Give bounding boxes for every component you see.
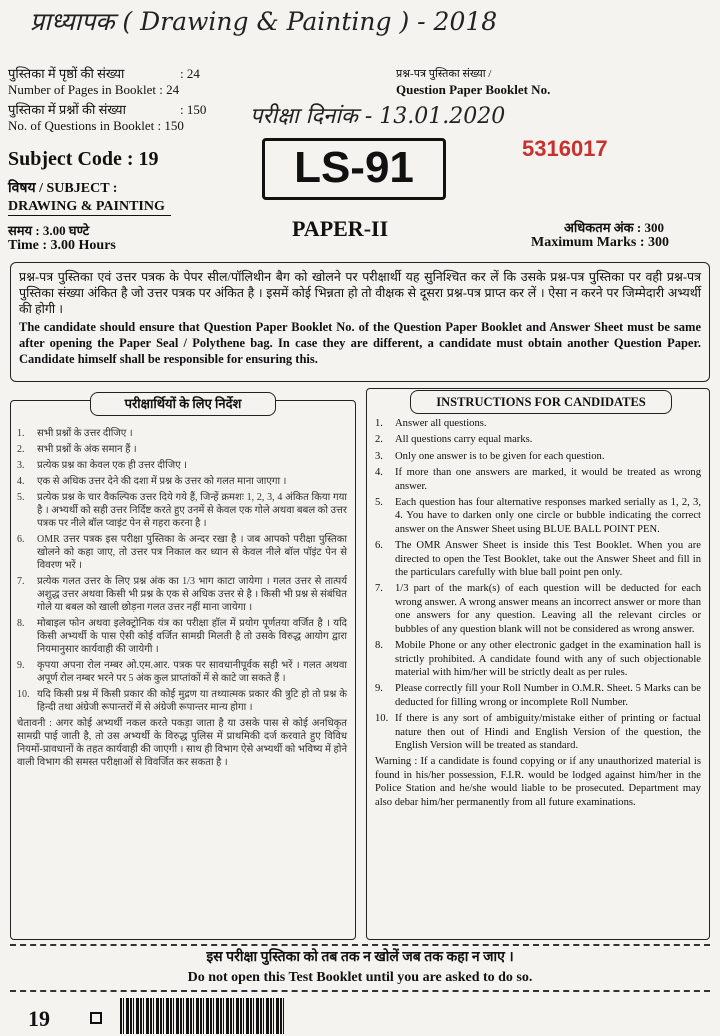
- instruction-en-item-number: 2.: [375, 434, 383, 446]
- pages-value-hi: : 24: [180, 66, 200, 81]
- instructions-english-box: [366, 388, 710, 940]
- instruction-en-item: [375, 639, 701, 679]
- handwritten-exam-date: परीक्षा दिनांक - 13.01.2020: [250, 104, 506, 129]
- instruction-en-item: [375, 450, 701, 463]
- instruction-hi-item: [17, 617, 347, 656]
- instruction-hi-item-text: यदि किसी प्रश्न में किसी प्रकार की कोई मुद्रण या तथ्यात्मक प्रकार की त्रुटि हो तो प्रश्न के हिन्दी तथा अंग्रेजी रूपान्तरों में से अंग्रेजी रूपान्तर मान्य होगा ।: [37, 689, 347, 713]
- instruction-en-item-number: 3.: [375, 450, 383, 462]
- instruction-en-item-number: 1.: [375, 418, 383, 429]
- instruction-hi-item-number: 2.: [17, 444, 25, 455]
- bottom-notice-hi: इस परीक्षा पुस्तिका को तब तक न खोलें जब तक कहा न जाए ।: [206, 950, 514, 965]
- max-marks-en: Maximum Marks : 300: [531, 235, 670, 250]
- instruction-en-item-text: If there is any sort of ambiguity/mistake either of printing or factual nature then out of Hindi and English Version of the question, the English Version will be treated as standard.: [395, 713, 701, 751]
- barcode: [120, 998, 286, 1034]
- questions-value-hi: : 150: [180, 102, 207, 117]
- qp-no-label-hi: प्रश्न-पत्र पुस्तिका संख्या /: [396, 68, 492, 80]
- instruction-hi-item-text: प्रत्येक गलत उत्तर के लिए प्रश्न अंक का 1/3 भाग काटा जायेगा । गलत उत्तर से तात्पर्य अशुद्ध उत्तर अथवा किसी भी प्रश्न के एक से अधिक उत्तर से है । किसी भी प्रश्न से संबंधित गोले या बबल को खाली छोड़ना गलत उत्तर नहीं माना जायेगा ।: [37, 576, 347, 613]
- instruction-en-item-text: Each question has four alternative responses marked serially as 1, 2, 3, 4. You have to darken only one circle or bubble indicating the correct answer on the Answer Sheet using BLUE BALL POINT PEN.: [395, 497, 701, 535]
- instruction-en-item: [375, 496, 701, 536]
- instruction-en-item: [375, 582, 701, 636]
- bottom-notice-en: Do not open this Test Booklet until you are asked to do so.: [187, 970, 533, 985]
- time-hi: समय : 3.00 घण्टे: [8, 223, 90, 238]
- instruction-hi-item: [17, 659, 347, 685]
- instruction-en-item-number: 5.: [375, 497, 383, 509]
- instructions-hindi-list: [17, 427, 347, 714]
- instruction-en-item-number: 4.: [375, 467, 383, 479]
- instruction-hi-item: [17, 427, 347, 440]
- instruction-hi-item-number: 10.: [17, 689, 30, 700]
- instruction-en-item-number: 7.: [375, 583, 383, 595]
- max-marks-hi: अधिकतम अंक : 300: [564, 220, 664, 235]
- instruction-hi-item: [17, 459, 347, 472]
- instruction-hi-item: [17, 443, 347, 456]
- instruction-en-item-number: 6.: [375, 540, 383, 552]
- paper-code-box: LS-91: [262, 138, 446, 200]
- instruction-hi-item: [17, 533, 347, 572]
- instruction-hi-item-text: कृपया अपना रोल नम्बर ओ.एम.आर. पत्रक पर सावधानीपूर्वक सही भरें । गलत अथवा अपूर्ण रोल नम्बर भरने पर 5 अंक कुल प्राप्तांकों में से काटे जा सकते हैं ।: [37, 660, 347, 684]
- instruction-hi-item-number: 8.: [17, 618, 25, 629]
- instruction-hi-item: [17, 575, 347, 614]
- handwritten-title: प्राध्यापक ( Drawing & Painting ) - 2018: [30, 7, 498, 36]
- notice-text-en: The candidate should ensure that Question Paper Booklet No. of the Question Paper Booklet and Answer Sheet must be same after opening the Paper Seal / Polythene bag. In case they are different, a candidate must obtain another Question Paper. Candidate himself shall be responsible for ensuring this.: [19, 320, 701, 366]
- pages-label-en: Number of Pages in Booklet : 24: [8, 82, 180, 97]
- booklet-info: [8, 66, 228, 134]
- subject-name: DRAWING & PAINTING: [8, 199, 171, 216]
- instruction-en-item-text: Mobile Phone or any other electronic gadget in the examination hall is strictly prohibited. A candidate found with any of such objectionable material with him/her will be strictly dealt as per rules.: [395, 640, 701, 678]
- instruction-en-item-text: 1/3 part of the mark(s) of each question will be deducted for each wrong answer. A wrong answer means an incorrect answer or more than one answers for any question. Leaving all the relevant circles or bubbles of any question blank will not be considered as wrong answer.: [395, 583, 701, 635]
- instruction-en-item-text: Only one answer is to be given for each question.: [395, 450, 605, 462]
- instruction-en-item: [375, 417, 701, 430]
- instruction-en-item: [375, 466, 701, 493]
- instruction-en-item: [375, 682, 701, 709]
- instructions-hindi-heading: परीक्षार्थियों के लिए निर्देश: [90, 392, 276, 416]
- instruction-hi-item-text: मोबाइल फोन अथवा इलेक्ट्रोनिक यंत्र का परीक्षा हॉल में प्रयोग पूर्णतया वर्जित है । यदि किसी अभ्यर्थी के पास ऐसी कोई वर्जित सामग्री मिलती है तो उसके विरुद्ध आयोग द्वारा नियमानुसार कार्यवाही की जायेगी ।: [37, 618, 347, 655]
- instruction-en-item: [375, 539, 701, 579]
- instruction-hi-item-text: सभी प्रश्नों के उत्तर दीजिए ।: [37, 428, 133, 439]
- instruction-hi-item-text: प्रत्येक प्रश्न का केवल एक ही उत्तर दीजिए ।: [37, 460, 187, 471]
- instructions-english-heading: INSTRUCTIONS FOR CANDIDATES: [410, 390, 672, 414]
- footer-square-icon: [90, 1012, 102, 1024]
- question-paper-no: [396, 66, 550, 98]
- instruction-hi-item-text: प्रत्येक प्रश्न के चार वैकल्पिक उत्तर दिये गये हैं, जिन्हें क्रमशः 1, 2, 3, 4 अंकित किया गया है । अभ्यर्थी को सही उत्तर निर्दिष्ट करते हुए उनमें से केवल एक गोले अथवा बबल को उत्तर पत्रक पर नीले बॉल प्वाइंट पेन से गहरा करना है ।: [37, 492, 347, 529]
- instruction-en-item-text: Answer all questions.: [395, 418, 487, 429]
- instruction-en-item-text: Please correctly fill your Roll Number in O.M.R. Sheet. 5 Marks can be deducted for filling wrong or incomplete Roll Number.: [395, 683, 701, 708]
- footer-code: 19: [28, 1006, 50, 1031]
- questions-label-hi: पुस्तिका में प्रश्नों की संख्या: [8, 102, 126, 117]
- bottom-notice: [10, 944, 710, 992]
- instruction-hi-item-number: 4.: [17, 476, 25, 487]
- warning-english: Warning : If a candidate is found copying or if any unauthorized material is found in his/her possession, F.I.R. would be lodged against him/her in the Police Station and he/she would liable to be prosecuted. Department may also debar him/her permanently from all future examinations.: [375, 756, 701, 808]
- instruction-hi-item-number: 6.: [17, 534, 25, 545]
- instruction-hi-item: [17, 688, 347, 714]
- instruction-en-item-text: The OMR Answer Sheet is inside this Test Booklet. When you are directed to open the Test Booklet, take out the Answer Sheet and fill in the particulars carefully with blue ball point pen only.: [395, 540, 701, 579]
- instruction-hi-item: [17, 491, 347, 530]
- time-en: Time : 3.00 Hours: [8, 238, 116, 253]
- subject-label: विषय / SUBJECT :: [8, 181, 118, 196]
- instruction-en-item-text: If more than one answers are marked, it would be treated as wrong answer.: [395, 467, 701, 492]
- instructions-english-list: [375, 417, 701, 752]
- instruction-hi-item: [17, 475, 347, 488]
- instruction-en-item-number: 10.: [375, 713, 389, 725]
- instruction-en-item-text: All questions carry equal marks.: [395, 434, 533, 446]
- instruction-hi-item-number: 1.: [17, 428, 25, 439]
- instruction-en-item-number: 9.: [375, 683, 383, 695]
- notice-box: [10, 262, 710, 382]
- instruction-en-item: [375, 712, 701, 752]
- questions-label-en: No. of Questions in Booklet : 150: [8, 118, 184, 133]
- instruction-en-item: [375, 433, 701, 446]
- instruction-hi-item-number: 7.: [17, 576, 25, 587]
- instruction-hi-item-number: 5.: [17, 492, 25, 503]
- instruction-en-item-number: 8.: [375, 640, 383, 652]
- notice-text-hi: प्रश्न-पत्र पुस्तिका एवं उत्तर पत्रक के पेपर सील/पॉलिथीन बैग को खोलने पर परीक्षार्थी यह सुनिश्चित कर लें कि उसके प्रश्न-पत्र पुस्तिका पर वही प्रश्न-पत्र पुस्तिका संख्या अंकित है जो उत्तर पत्रक पर अंकित है । इसमें कोई भिन्नता हो तो वीक्षक से दूसरा प्रश्न-पत्र प्राप्त कर लें । ऐसा न करने पर जिम्मेदारी अभ्यर्थी की होगी ।: [19, 270, 701, 316]
- warning-hindi: चेतावनी : अगर कोई अभ्यर्थी नकल करते पकड़ा जाता है या उसके पास से कोई अनधिकृत सामग्री पाई जाती है, तो उस अभ्यर्थी के विरुद्ध पुलिस में प्राथमिकी दर्ज करवाते हुए विविध नियमों-प्रावधानों के तहत कार्यवाही की जाएगी । साथ ही विभाग ऐसे अभ्यर्थी को भविष्य में होने वाली विभाग की समस्त परीक्षाओं से विवर्जित कर सकता है ।: [17, 718, 347, 768]
- instruction-hi-item-text: OMR उत्तर पत्रक इस परीक्षा पुस्तिका के अन्दर रखा है । जब आपको परीक्षा पुस्तिका खोलने को कहा जाए, तो उत्तर पत्र निकाल कर ध्यान से केवल नीले बॉल पॉइंट पेन से विवरण भरें ।: [37, 534, 347, 571]
- pages-label-hi: पुस्तिका में पृष्ठों की संख्या: [8, 66, 125, 81]
- instruction-hi-item-text: एक से अधिक उत्तर देने की दशा में प्रश्न के उत्तर को गलत माना जाएगा ।: [37, 476, 287, 487]
- paper-title: PAPER-II: [292, 216, 389, 241]
- qp-no-label-en: Question Paper Booklet No.: [396, 82, 551, 97]
- instruction-hi-item-text: सभी प्रश्नों के अंक समान हैं ।: [37, 444, 137, 455]
- instructions-hindi-box: [10, 400, 356, 940]
- instruction-hi-item-number: 9.: [17, 660, 25, 671]
- instruction-hi-item-number: 3.: [17, 460, 25, 471]
- subject-code: Subject Code : 19: [8, 148, 159, 170]
- serial-number: 5316017: [522, 136, 608, 161]
